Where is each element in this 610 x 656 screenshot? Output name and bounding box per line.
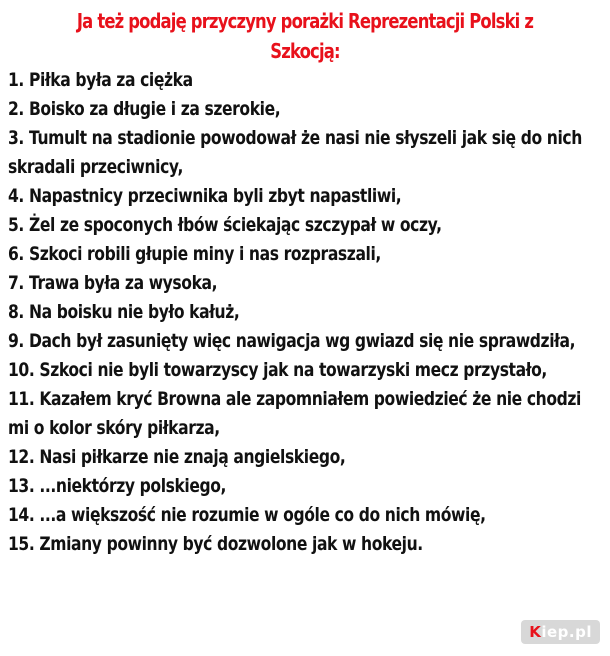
watermark-rest: iep.pl xyxy=(541,623,592,641)
list-item: 6. Szkoci robili głupie miny i nas rozpraszali, xyxy=(8,243,381,265)
list-item: 5. Żel ze spoconych łbów ściekając szczypał w oczy, xyxy=(8,214,442,236)
list-item: 11. Kazałem kryć Browna ale zapomniałem powiedzieć że nie chodzi mi o kolor skóry piłkarza, xyxy=(8,388,582,439)
watermark-first-letter: K xyxy=(529,623,542,641)
list-item: 4. Napastnicy przeciwnika byli zbyt napastliwi, xyxy=(8,185,402,207)
reasons-list xyxy=(8,66,595,559)
kiep-watermark-logo xyxy=(521,620,600,644)
list-item: 8. Na boisku nie było kałuż, xyxy=(8,301,240,323)
list-item: 1. Piłka była za ciężka xyxy=(8,69,193,91)
list-item: 13. ...niektórzy polskiego, xyxy=(8,475,227,497)
list-item: 2. Boisko za długie i za szerokie, xyxy=(8,98,281,120)
list-item: 12. Nasi piłkarze nie znają angielskiego, xyxy=(8,446,346,468)
list-item: 10. Szkoci nie byli towarzyscy jak na towarzyski mecz przystało, xyxy=(8,359,547,381)
list-item: 7. Trawa była za wysoka, xyxy=(8,272,218,294)
page-title: Ja też podaję przyczyny porażki Reprezentacji Polski z Szkocją: xyxy=(76,9,534,63)
list-item: 3. Tumult na stadionie powodował że nasi nie słyszeli jak się do nich skradali przeciwnicy, xyxy=(8,127,582,178)
list-item: 9. Dach był zasunięty więc nawigacja wg gwiazd się nie sprawdziła, xyxy=(8,330,576,352)
list-item: 15. Zmiany powinny być dozwolone jak w hokeju. xyxy=(8,533,423,555)
list-item: 14. ...a większość nie rozumie w ogóle co do nich mówię, xyxy=(8,504,486,526)
